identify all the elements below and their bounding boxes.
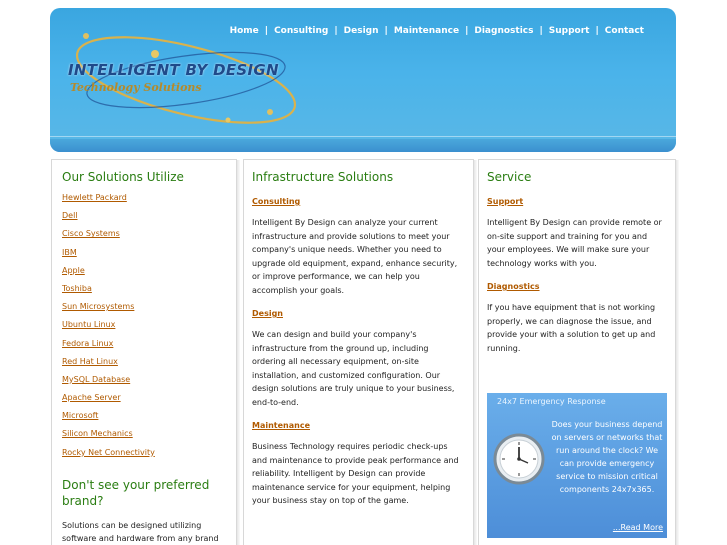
preferred-brand-heading: Don't see your preferred brand? bbox=[62, 477, 210, 508]
consulting-link[interactable]: Consulting bbox=[252, 197, 301, 206]
clock-icon bbox=[493, 433, 545, 485]
emergency-title: 24x7 Emergency Response bbox=[497, 397, 606, 406]
header-footer-band bbox=[50, 139, 676, 152]
design-section bbox=[252, 309, 462, 409]
infrastructure-heading: Infrastructure Solutions bbox=[252, 170, 394, 184]
consulting-text: Intelligent By Design can analyze your current infrastructure and provide solutions to meet your company's unique needs. Whether you need to upgrade old equipment, expand, enhance security, or improve performance, we can help you accomplish your goals. bbox=[252, 218, 458, 295]
diagnostics-section bbox=[487, 282, 667, 355]
service-column bbox=[478, 159, 676, 545]
infrastructure-column bbox=[243, 159, 474, 545]
brand-link[interactable]: MySQL Database bbox=[62, 374, 131, 384]
nav-design[interactable]: Design bbox=[343, 26, 379, 36]
nav-home[interactable]: Home bbox=[229, 26, 259, 36]
brand-link[interactable]: Microsoft bbox=[62, 411, 99, 421]
brand-link[interactable]: Toshiba bbox=[62, 283, 92, 293]
nav-separator: | bbox=[595, 26, 599, 36]
nav-separator: | bbox=[384, 26, 388, 36]
support-text: Intelligent By Design can provide remote or on-site support and training for you and your employees. We will make sure your technology works with you. bbox=[487, 218, 662, 268]
brand-link[interactable]: Ubuntu Linux bbox=[62, 320, 116, 330]
solutions-column bbox=[51, 159, 237, 545]
support-link[interactable]: Support bbox=[487, 197, 524, 206]
brand-link[interactable]: Dell bbox=[62, 211, 78, 221]
nav-support[interactable]: Support bbox=[548, 26, 590, 36]
brand-link[interactable]: Fedora Linux bbox=[62, 338, 114, 348]
service-heading: Service bbox=[487, 170, 532, 184]
brand-link[interactable]: Apache Server bbox=[62, 393, 121, 403]
header-banner bbox=[50, 8, 676, 152]
top-navigation bbox=[230, 26, 644, 36]
logo-tagline: Technology Solutions bbox=[70, 81, 202, 94]
nav-contact[interactable]: Contact bbox=[604, 26, 644, 36]
brand-link[interactable]: Silicon Mechanics bbox=[62, 429, 133, 439]
nav-separator: | bbox=[539, 26, 543, 36]
diagnostics-text: If you have equipment that is not working properly, we can diagnose the issue, and provide your with a solution to get up and running. bbox=[487, 303, 656, 353]
brand-link[interactable]: Rocky Net Connectivity bbox=[62, 447, 155, 457]
preferred-brand-text: Solutions can be designed utilizing software and hardware from any brand bbox=[62, 520, 219, 543]
diagnostics-link[interactable]: Diagnostics bbox=[487, 282, 540, 291]
emergency-response-box bbox=[487, 393, 667, 538]
emergency-text: Does your business depend on servers or networks that run around the clock? We can provide emergency service to mission critical components 24x7x365. bbox=[551, 420, 663, 494]
design-link[interactable]: Design bbox=[252, 309, 283, 318]
brand-link[interactable]: Cisco Systems bbox=[62, 229, 120, 239]
support-section bbox=[487, 197, 667, 270]
maintenance-text: Business Technology requires periodic check-ups and maintenance to provide peak performance and reliability. Intelligent by Design can provide maintenance service for your equipment, helping your business stay on top of the game. bbox=[252, 442, 459, 505]
solutions-heading: Our Solutions Utilize bbox=[62, 170, 184, 184]
maintenance-section bbox=[252, 421, 462, 508]
nav-consulting[interactable]: Consulting bbox=[274, 26, 329, 36]
consulting-section bbox=[252, 197, 462, 297]
brand-link[interactable]: Red Hat Linux bbox=[62, 356, 118, 366]
read-more-link[interactable]: ...Read More bbox=[612, 523, 663, 532]
brand-link[interactable]: Sun Microsystems bbox=[62, 302, 135, 312]
brand-link[interactable]: IBM bbox=[62, 247, 77, 257]
logo-title[interactable]: INTELLIGENT BY DESIGN bbox=[68, 61, 279, 79]
nav-maintenance[interactable]: Maintenance bbox=[393, 26, 460, 36]
nav-separator: | bbox=[465, 26, 469, 36]
brand-link-list bbox=[62, 193, 236, 466]
maintenance-link[interactable]: Maintenance bbox=[252, 421, 311, 430]
brand-link[interactable]: Hewlett Packard bbox=[62, 193, 127, 202]
design-text: We can design and build your company's infrastructure from the ground up, including ordering all necessary equipment, on-site installation, and customized configuration. Our design solutions are truly unique to your business, end-to-end. bbox=[252, 330, 455, 407]
nav-diagnostics[interactable]: Diagnostics bbox=[474, 26, 534, 36]
brand-link[interactable]: Apple bbox=[62, 265, 85, 275]
nav-separator: | bbox=[264, 26, 269, 36]
nav-separator: | bbox=[334, 26, 338, 36]
header-divider bbox=[50, 136, 676, 137]
